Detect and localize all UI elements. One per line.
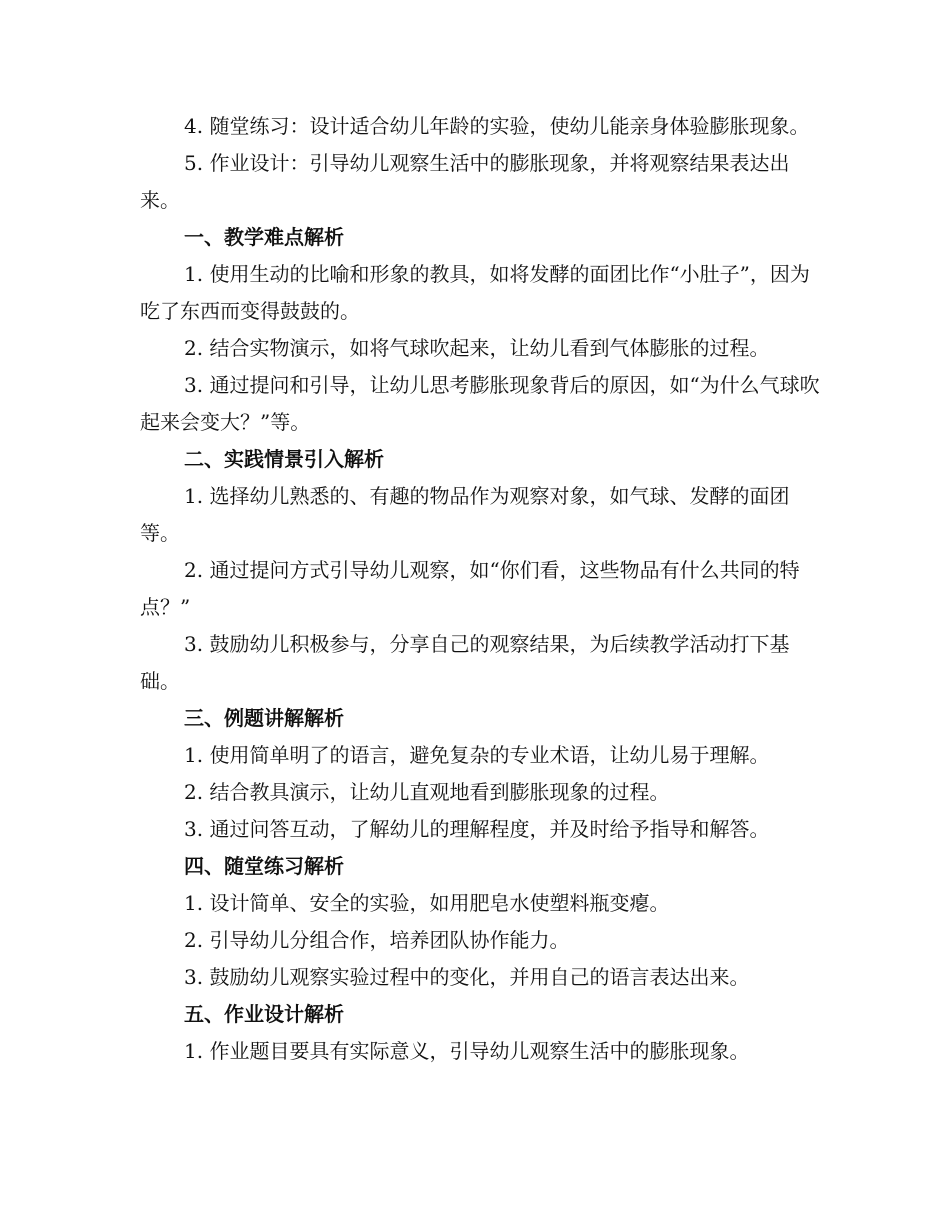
paragraph-difficulty-1: 1. 使用生动的比喻和形象的教具，如将发酵的面团比作“小肚子”，因为吃了东西而变得鼓鼓的。 (140, 262, 810, 323)
paragraph-examples-3: 3. 通过问答互动，了解幼儿的理解程度，并及时给予指导和解答。 (184, 817, 770, 841)
section-heading-homework: 五、作业设计解析 (184, 1002, 344, 1026)
section-heading-scenario: 二、实践情景引入解析 (184, 447, 384, 471)
paragraph-exercise-1: 1. 设计简单、安全的实验，如用肥皂水使塑料瓶变瘪。 (184, 891, 670, 915)
paragraph-exercise-2: 2. 引导幼儿分组合作，培养团队协作能力。 (184, 928, 570, 952)
document-body (140, 108, 820, 1070)
paragraph-scenario-1: 1. 选择幼儿熟悉的、有趣的物品作为观察对象，如气球、发酵的面团等。 (140, 484, 790, 545)
paragraph-scenario-3: 3. 鼓励幼儿积极参与，分享自己的观察结果，为后续教学活动打下基础。 (140, 632, 790, 693)
paragraph-scenario-2: 2. 通过提问方式引导幼儿观察，如“你们看，这些物品有什么共同的特点？” (140, 558, 800, 619)
paragraph-homework-1: 1. 作业题目要具有实际意义，引导幼儿观察生活中的膨胀现象。 (184, 1039, 750, 1063)
paragraph-difficulty-3: 3. 通过提问和引导，让幼儿思考膨胀现象背后的原因，如“为什么气球吹起来会变大？”等。 (140, 373, 820, 434)
section-heading-difficulty: 一、教学难点解析 (184, 225, 344, 249)
paragraph-examples-2: 2. 结合教具演示，让幼儿直观地看到膨胀现象的过程。 (184, 780, 670, 804)
paragraph-exercise-3: 3. 鼓励幼儿观察实验过程中的变化，并用自己的语言表达出来。 (184, 965, 750, 989)
section-heading-exercise: 四、随堂练习解析 (184, 854, 344, 878)
paragraph-difficulty-2: 2. 结合实物演示，如将气球吹起来，让幼儿看到气体膨胀的过程。 (184, 336, 770, 360)
section-heading-examples: 三、例题讲解解析 (184, 706, 344, 730)
paragraph-examples-1: 1. 使用简单明了的语言，避免复杂的专业术语，让幼儿易于理解。 (184, 743, 770, 767)
paragraph-practice: 4. 随堂练习：设计适合幼儿年龄的实验，使幼儿能亲身体验膨胀现象。 (184, 114, 810, 138)
paragraph-homework: 5. 作业设计：引导幼儿观察生活中的膨胀现象，并将观察结果表达出来。 (140, 151, 790, 212)
